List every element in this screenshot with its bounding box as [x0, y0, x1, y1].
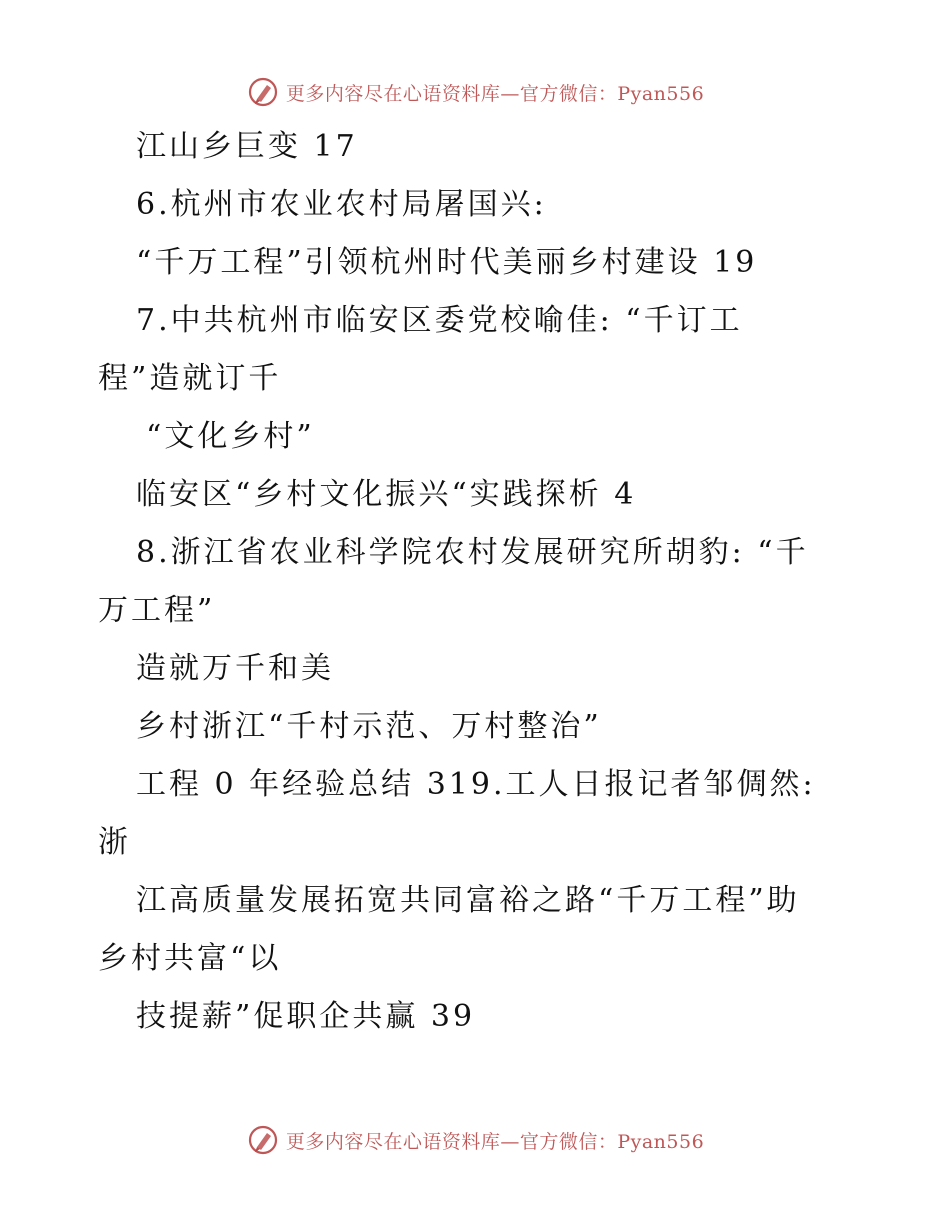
text-line: 万工程”	[98, 593, 216, 628]
text-line: 临安区“乡村文化振兴“实践探析 4	[136, 477, 637, 512]
text-line: 6.杭州市农业农村局屠国兴:	[136, 187, 547, 222]
text-line: 浙	[98, 825, 131, 860]
text-line: 江山乡巨变 17	[136, 129, 358, 164]
text-line: 乡村共富“以	[98, 941, 282, 976]
text-line: 程”造就订千	[98, 361, 282, 396]
text-line: 工程 0 年经验总结 319.工人日报记者邹倜然:	[136, 767, 816, 802]
text-line: 7.中共杭州市临安区委党校喻佳: “千订工	[136, 303, 743, 338]
pen-logo-icon	[246, 1123, 280, 1157]
text-line: 乡村浙江“千村示范、万村整治”	[136, 709, 602, 744]
text-line: “文化乡村”	[146, 419, 315, 454]
text-line: 技提薪”促职企共赢 39	[136, 999, 476, 1034]
header-watermark	[0, 72, 950, 112]
text-line: 造就万千和美	[136, 651, 334, 686]
pen-logo-icon	[246, 75, 280, 109]
watermark-text: 更多内容尽在心语资料库—官方微信：Pyan556	[285, 82, 705, 105]
watermark-text: 更多内容尽在心语资料库—官方微信：Pyan556	[285, 1130, 705, 1153]
text-line: “千万工程”引领杭州时代美丽乡村建设 19	[136, 245, 758, 280]
text-line: 江高质量发展拓宽共同富裕之路“千万工程”助	[136, 883, 800, 918]
footer-watermark	[0, 1120, 950, 1160]
text-line: 8.浙江省农业科学院农村发展研究所胡豹: “千	[136, 535, 809, 570]
